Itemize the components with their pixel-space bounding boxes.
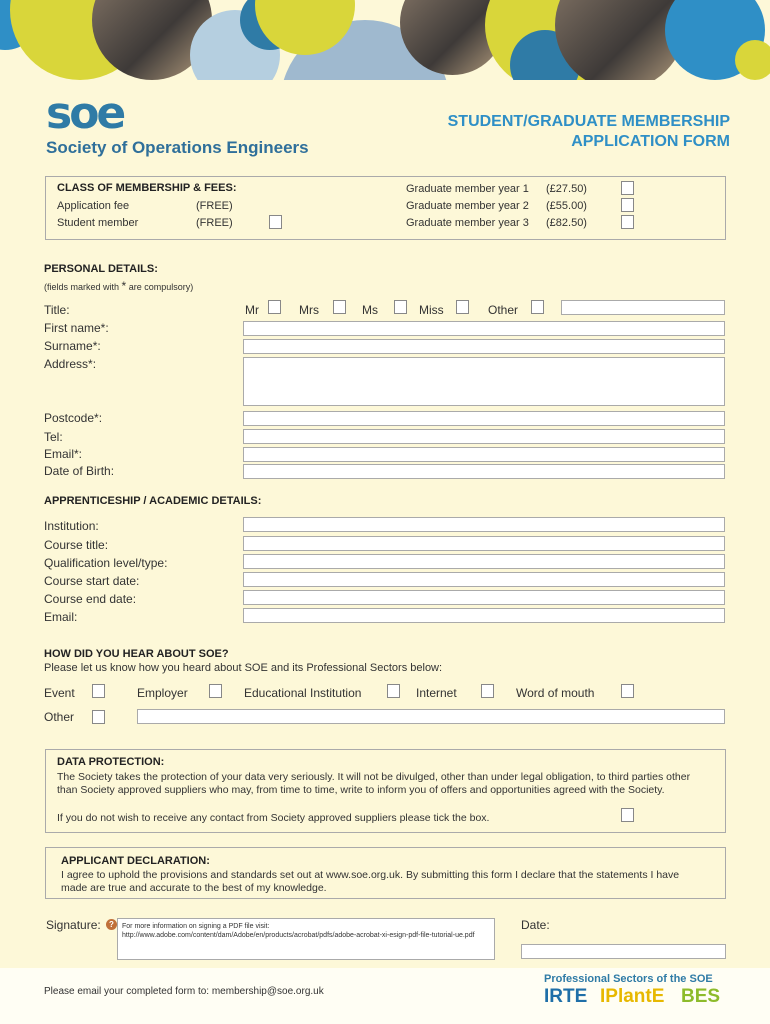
title-option-label: Ms [362,303,378,317]
institution-label: Institution: [44,519,99,533]
footer-email-text: Please email your completed form to: membership@soe.org.uk [44,986,324,997]
decor-circle [735,40,770,80]
hear-other-field[interactable] [137,709,725,724]
compulsory-note-pre: (fields marked with [44,282,122,292]
student-member-checkbox[interactable] [269,215,282,229]
irte-logo: IRTE [544,986,588,1007]
dob-label: Date of Birth: [44,464,115,478]
compulsory-note [44,279,193,293]
hear-internet-checkbox[interactable] [481,684,494,698]
qualification-field[interactable] [243,554,725,569]
data-protection-optout-text: If you do not wish to receive any contact from Society approved suppliers please tick the box. [57,812,490,824]
graduate-label: Graduate member year 1 [406,183,529,195]
hear-option-label: Word of mouth [516,686,595,700]
declaration-heading: APPLICANT DECLARATION: [61,855,210,867]
graduate-label: Graduate member year 2 [406,200,529,212]
academic-email-field[interactable] [243,608,725,623]
first-name-label: First name*: [44,321,109,335]
hear-option-label: Internet [416,686,457,700]
membership-heading: CLASS OF MEMBERSHIP & FEES: [57,182,237,194]
first-name-field[interactable] [243,321,725,336]
signature-note: For more information on signing a PDF file visit: http://www.adobe.com/content/dam/Adobe/en/products/acrobat/pdfs/adobe-acrobat-xi-esign-pdf-file-tutorial-ue.pdf [122,923,475,939]
address-label: Address*: [44,357,97,371]
hear-option-label: Employer [137,686,188,700]
hear-education-checkbox[interactable] [387,684,400,698]
course-title-field[interactable] [243,536,725,551]
iplante-logo: IPlantE [600,986,665,1007]
title-label: Title: [44,303,70,317]
soe-logo [46,88,309,158]
hear-other-checkbox[interactable] [92,710,105,724]
postcode-field[interactable] [243,411,725,426]
title-mr-checkbox[interactable] [268,300,281,314]
course-start-label: Course start date: [44,574,140,588]
academic-heading: APPRENTICESHIP / ACADEMIC DETAILS: [44,495,262,507]
course-start-field[interactable] [243,572,725,587]
tel-label: Tel: [44,430,63,444]
signature-field[interactable] [117,918,495,960]
signature-label: Signature: [46,918,101,932]
academic-email-label: Email: [44,610,78,624]
hear-word-of-mouth-checkbox[interactable] [621,684,634,698]
hear-option-label: Event [44,686,75,700]
surname-label: Surname*: [44,339,101,353]
title-option-label: Miss [419,303,444,317]
graduate-fee: (£27.50) [546,183,587,195]
graduate-year3-checkbox[interactable] [621,215,634,229]
form-title-line2: APPLICATION FORM [571,133,730,150]
hear-subtext: Please let us know how you heard about SOE and its Professional Sectors below: [44,662,443,674]
membership-left-label: Student member [57,217,139,229]
course-title-label: Course title: [44,538,109,552]
surname-field[interactable] [243,339,725,354]
email-label: Email*: [44,447,83,461]
date-field[interactable] [521,944,726,959]
membership-left-fee: (FREE) [196,217,233,229]
qualification-label: Qualification level/type: [44,556,168,570]
graduate-label: Graduate member year 3 [406,217,529,229]
data-protection-text: The Society takes the protection of your data very seriously. It will not be divulged, other than under legal obligation, to third parties other than Society approved suppliers who may, from time to time, write to inform you of offers and opportunities agreed with the Society. [57,771,691,796]
help-icon[interactable]: ? [106,919,117,930]
logo-mark: soe [46,88,124,139]
title-other-checkbox[interactable] [531,300,544,314]
title-option-label: Other [488,303,519,317]
membership-left-label: Application fee [57,200,130,212]
title-ms-checkbox[interactable] [394,300,407,314]
compulsory-star: * [121,279,127,293]
tel-field[interactable] [243,429,725,444]
title-option-label: Mrs [299,303,319,317]
membership-left-fee: (FREE) [196,200,233,212]
address-field[interactable] [243,357,725,406]
sectors-title: Professional Sectors of the SOE [544,973,713,985]
title-mrs-checkbox[interactable] [333,300,346,314]
graduate-year2-checkbox[interactable] [621,198,634,212]
data-protection-heading: DATA PROTECTION: [57,756,165,768]
logo-name: Society of Operations Engineers [46,138,309,157]
date-label: Date: [521,918,550,932]
personal-heading: PERSONAL DETAILS: [44,263,158,275]
institution-field[interactable] [243,517,725,532]
graduate-fee: (£82.50) [546,217,587,229]
postcode-label: Postcode*: [44,411,103,425]
title-other-field[interactable] [561,300,725,315]
form-title [448,112,730,152]
title-miss-checkbox[interactable] [456,300,469,314]
graduate-fee: (£55.00) [546,200,587,212]
course-end-label: Course end date: [44,592,137,606]
bes-logo: BES [681,986,721,1007]
header-banner [0,0,770,80]
opt-out-checkbox[interactable] [621,808,634,822]
declaration-text: I agree to uphold the provisions and standards set out at www.soe.org.uk. By submitting this form I declare that the statements I have made are true and accurate to the best of my knowledge. [61,869,680,894]
email-field[interactable] [243,447,725,462]
hear-event-checkbox[interactable] [92,684,105,698]
dob-field[interactable] [243,464,725,479]
compulsory-note-post: are compulsory) [126,282,194,292]
hear-option-label: Educational Institution [244,686,362,700]
hear-heading: HOW DID YOU HEAR ABOUT SOE? [44,648,229,660]
hear-other-label: Other [44,710,75,724]
course-end-field[interactable] [243,590,725,605]
form-title-line1: STUDENT/GRADUATE MEMBERSHIP [447,113,730,130]
graduate-year1-checkbox[interactable] [621,181,634,195]
hear-employer-checkbox[interactable] [209,684,222,698]
title-option-label: Mr [245,303,259,317]
